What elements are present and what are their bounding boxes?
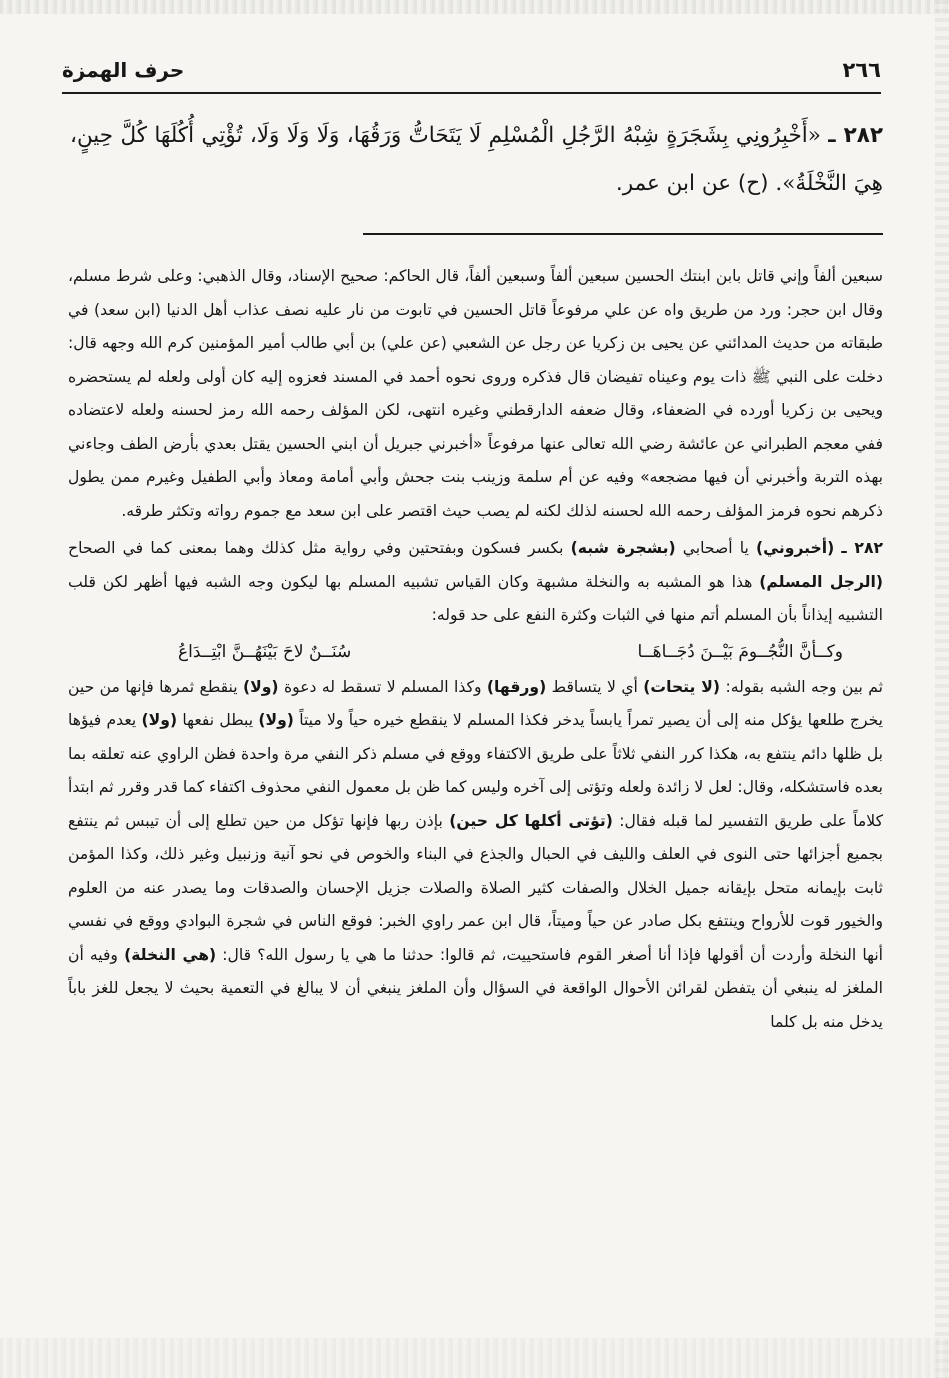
commentary-lemma: (ولا) bbox=[258, 711, 294, 729]
commentary-lemma: (بشجرة شبه) bbox=[570, 539, 676, 557]
commentary-lemma: (لا يتحات) bbox=[643, 677, 721, 696]
footnote-separator bbox=[363, 233, 883, 235]
scan-edge-right bbox=[935, 0, 949, 1378]
poem-verse bbox=[68, 633, 883, 671]
commentary-text: يا أصحابي bbox=[675, 539, 756, 557]
commentary-lemma: (تؤتى أكلها كل حين) bbox=[449, 811, 613, 830]
chapter-title: حرف الهمزة bbox=[62, 58, 185, 82]
commentary-lemma: (هي النخلة) bbox=[124, 945, 217, 964]
commentary-text: وفيه أن الملغز له ينبغي أن يتفطن لقرائن الأحوال الواقعة في السؤال وأن الملغز ينبغي أن لا يبالغ في التعمية بحيث لا يجعل للغز باباً يدخل منه بل كلما bbox=[68, 945, 883, 1031]
commentary-text: ينقطع ثمرها فإنها من حين يخرج طلعها يؤكل منه إلى أن يصير تمراً يابساً يدخر فكذا المسلم لا ينقطع خيره حياً ولا ميتاً bbox=[68, 677, 883, 729]
hadith-text-block bbox=[70, 112, 883, 208]
commentary-paragraph-2 bbox=[68, 532, 883, 633]
commentary-paragraph-1: سبعين ألفاً وإني قاتل بابن ابنتك الحسين سبعين ألفاً وسبعين ألفاً، قال الحاكم: صحيح الإسناد، وقال الذهبي: وعلى شرط مسلم، وقال ابن حجر: ورد من طريق واه عن علي مرفوعاً قاتل الحسين في تابوت من نار عليه نصف عذاب أهل الدنيا (ابن سعد) في طبقاته من حديث المدائني عن يحيى بن زكريا عن رجل عن الشعبي (عن علي) بن أبي طالب أمير المؤمنين كرم الله وجهه قال: دخلت على النبي ﷺ ذات يوم وعيناه تفيضان قال فذكره وروى نحوه أحمد في المسند فعزوه إليه كان أولى ولعله لم يستحضره ويحيى بن زكريا أورده في الضعفاء، وقال ضعفه الدارقطني وغيره انتهى، لكن المؤلف رحمه الله رمز لحسنه ولعله لاعتضاده ففي معجم الطبراني عن عائشة رضي الله تعالى عنها مرفوعاً «أخبرني جبريل أن ابني الحسين يقتل بعدي بأرض الطف وجاءني بهذه التربة وأخبرني أن فيها مضجعه» وفيه عن أم سلمة وزينب بنت جحش وأبي أمامة ومعاذ وأبي الطفيل وغيرم ممن يطول ذكرهم نحوه فرمز المؤلف رحمه الله لحسنه لذلك لكنه لم يصب حيث اقتصر على ابن سعد مع جموم رواته وتكثر طرقه. bbox=[68, 267, 883, 520]
poem-hemistich-second: سُنَــنٌ لاحَ بَيْنَهُــنَّ ابْتِــدَاعُ bbox=[178, 641, 352, 662]
commentary-lemma: (أخبروني) bbox=[756, 539, 835, 557]
commentary-number: ٢٨٢ ـ bbox=[841, 539, 883, 557]
commentary-text: يعدم فيؤها بل ظلها دائم ينتفع به، هكذا كرر النفي ثلاثاً على طريق الاكتفاء ووقع في مسلم ذكر النفي مرة واحدة فظن الراوي عنه تعلقه بما بعده فاستشكله، وقال: لعل لا زائدة ولعله وتؤتى إلى آخره وليس كما ظن بل معمول النفي محذوف اكتفاء كما قدر وقرر ثم ابتدأ كلاماً على طريق التفسير لما قبله فقال: bbox=[68, 711, 884, 830]
commentary-text: يبطل نفعها bbox=[177, 711, 259, 729]
poem-hemistich-first: وكــأنَّ النُّجُــومَ بَيْــنَ دُجَــاهَــا bbox=[637, 641, 843, 662]
commentary-text: وكذا المسلم لا تسقط له دعوة bbox=[278, 677, 487, 696]
hadith-source: (ح) عن ابن عمر. bbox=[615, 171, 769, 196]
commentary-lemma: (ولا) bbox=[242, 677, 279, 696]
scan-edge-top bbox=[0, 0, 949, 14]
commentary-lemma: (ورقها) bbox=[486, 677, 547, 696]
commentary-text: بإذن ربها فإنها تؤكل من حين تطلع إلى أن تيبس ثم ينتفع بجميع أجزائها حتى النوى في العلف والليف في الحبال والجذع في البناء والخوص في نحو آنية وزنبيل وغير ذلك، وكذا المؤمن ثابت بإيمانه متحل بإيقانه جميل الخلال والصفات كثير الصلاة والصلات جزيل الإحسان والصدقات وما يصدر عنه من العلوم والخيور قوت للأرواح وينتفع بكل صادر عن حياً وميتاً، قال ابن عمر راوي الخبر: فوقع الناس في شجرة البوادي ووقع في نفسي أنها النخلة وأردت أن أقولها فإذا أنا أصغر القوم فاستحييت، ثم قالوا: حدثنا ما هي يا رسول الله؟ قال: bbox=[68, 811, 883, 964]
commentary-text: هذا هو المشبه به والنخلة مشبهة وكان القياس تشبيه المسلم بها ليكون وجه الشبه فيها أظهر لكن قلب التشبيه إيذاناً بأن المسلم أتم منها في الثبات وكثرة النفع على حد قوله: bbox=[68, 572, 883, 624]
commentary-lemma: (الرجل المسلم) bbox=[759, 572, 883, 591]
commentary-text: أي لا يتساقط bbox=[546, 677, 644, 696]
hadith-number: ٢٨٢ ـ bbox=[828, 123, 883, 148]
scan-edge-bottom bbox=[0, 1338, 949, 1378]
commentary-text: بكسر فسكون وبفتحتين وفي رواية مثل كذلك وهما بمعنى كما في الصحاح bbox=[68, 539, 571, 557]
page-number: ٢٦٦ bbox=[842, 58, 881, 82]
commentary-block bbox=[68, 260, 883, 1039]
hadith-matn: «أَخْبِرُونِي بِشَجَرَةٍ شِبْهُ الرَّجُلِ الْمُسْلِمِ لَا يَتَحَاتُّ وَرَقُهَا، وَلَا وَلَا وَلَا، تُؤْتِي أُكُلَهَا كُلَّ حِينٍ، هِيَ النَّخْلَةُ». bbox=[70, 123, 883, 196]
commentary-text: ثم بين وجه الشبه بقوله: bbox=[720, 677, 884, 696]
commentary-lemma: (ولا) bbox=[141, 711, 178, 729]
commentary-paragraph-3 bbox=[68, 671, 883, 1040]
running-header bbox=[62, 58, 881, 94]
